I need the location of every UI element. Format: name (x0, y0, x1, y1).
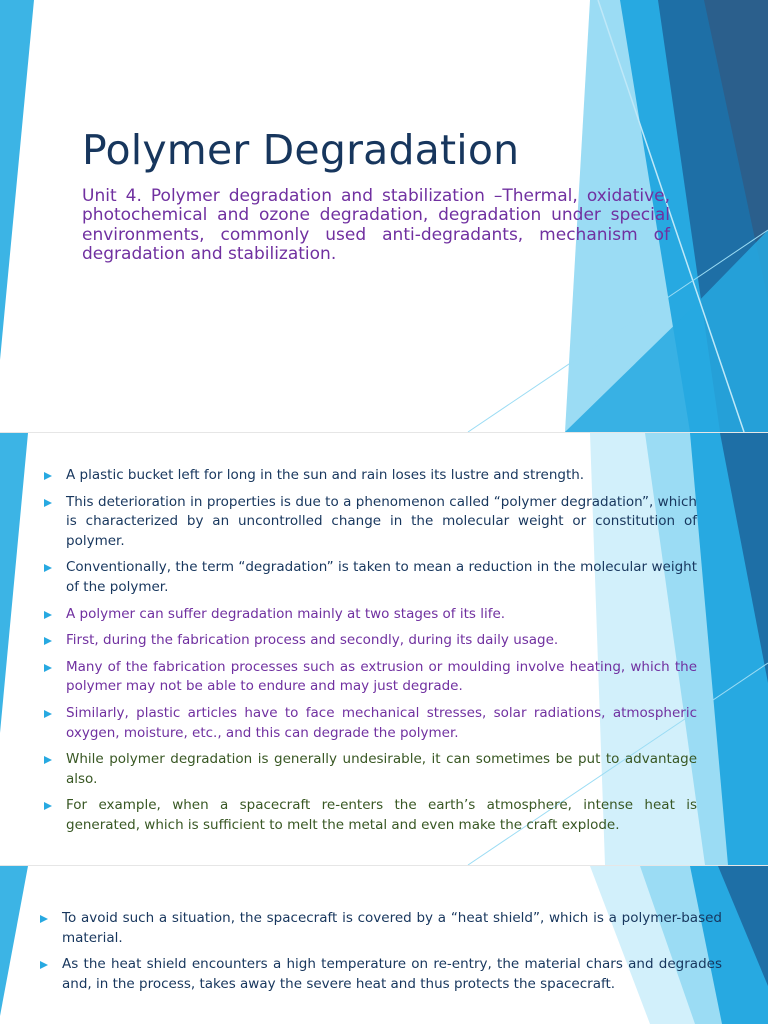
bullet-item (42, 631, 697, 651)
triangle-bullet-icon (44, 564, 52, 572)
bullet-item (42, 796, 697, 835)
bullet-list (42, 466, 697, 843)
bullet-item (42, 558, 697, 597)
bullet-text: While polymer degradation is generally undesirable, it can sometimes be put to advantage also. (66, 751, 697, 787)
content-slide (0, 433, 768, 865)
left-accent-shape (0, 0, 34, 360)
bullet-item (42, 658, 697, 697)
content-slide (0, 866, 768, 1024)
triangle-bullet-icon (40, 961, 48, 969)
bullet-item (42, 493, 697, 552)
triangle-bullet-icon (40, 915, 48, 923)
bullet-item (42, 704, 697, 743)
bullet-item (38, 909, 722, 948)
left-accent-shape (0, 433, 28, 733)
triangle-bullet-icon (44, 611, 52, 619)
bullet-text: This deterioration in properties is due to a phenomenon called “polymer degradation”, which is characterized by an uncontrolled change in the molecular weight or constitution of polymer. (66, 493, 697, 549)
title-slide (0, 0, 768, 432)
triangle-bullet-icon (44, 802, 52, 810)
triangle-bullet-icon (44, 472, 52, 480)
bullet-item (42, 605, 697, 625)
left-accent-shape (0, 866, 28, 1016)
bullet-text: To avoid such a situation, the spacecraft is covered by a “heat shield”, which is a polymer-based material. (62, 910, 722, 946)
bullet-item (38, 955, 722, 994)
bullet-item (42, 750, 697, 789)
bullet-text: As the heat shield encounters a high temperature on re-entry, the material chars and degrades and, in the process, takes away the severe heat and thus protects the spacecraft. (62, 956, 722, 992)
bullet-text: Conventionally, the term “degradation” is taken to mean a reduction in the molecular weight of the polymer. (66, 559, 697, 595)
triangle-bullet-icon (44, 499, 52, 507)
slide-subtitle: Unit 4. Polymer degradation and stabilization –Thermal, oxidative, photochemical and ozone degradation, degradation under special environments, commonly used anti-degradants, mechanism of degradation and stabilization. (82, 186, 670, 264)
bullet-item (42, 466, 697, 486)
triangle-bullet-icon (44, 637, 52, 645)
bullet-text: A plastic bucket left for long in the sun and rain loses its lustre and strength. (66, 467, 585, 483)
bullet-text: For example, when a spacecraft re-enters the earth’s atmosphere, intense heat is generated, which is sufficient to melt the metal and even make the craft explode. (66, 797, 697, 833)
triangle-bullet-icon (44, 664, 52, 672)
triangle-bullet-icon (44, 756, 52, 764)
bullet-text: First, during the fabrication process and secondly, during its daily usage. (66, 632, 559, 649)
bullet-list (38, 909, 722, 1001)
triangle-bullet-icon (44, 710, 52, 718)
bullet-text: Many of the fabrication processes such as extrusion or moulding involve heating, which the polymer may not be able to endure and may just degrade. (66, 658, 697, 695)
bullet-text: Similarly, plastic articles have to face mechanical stresses, solar radiations, atmospheric oxygen, moisture, etc., and this can degrade the polymer. (66, 704, 697, 741)
bullet-text: A polymer can suffer degradation mainly at two stages of its life. (66, 605, 506, 622)
slide-title: Polymer Degradation (82, 126, 520, 174)
